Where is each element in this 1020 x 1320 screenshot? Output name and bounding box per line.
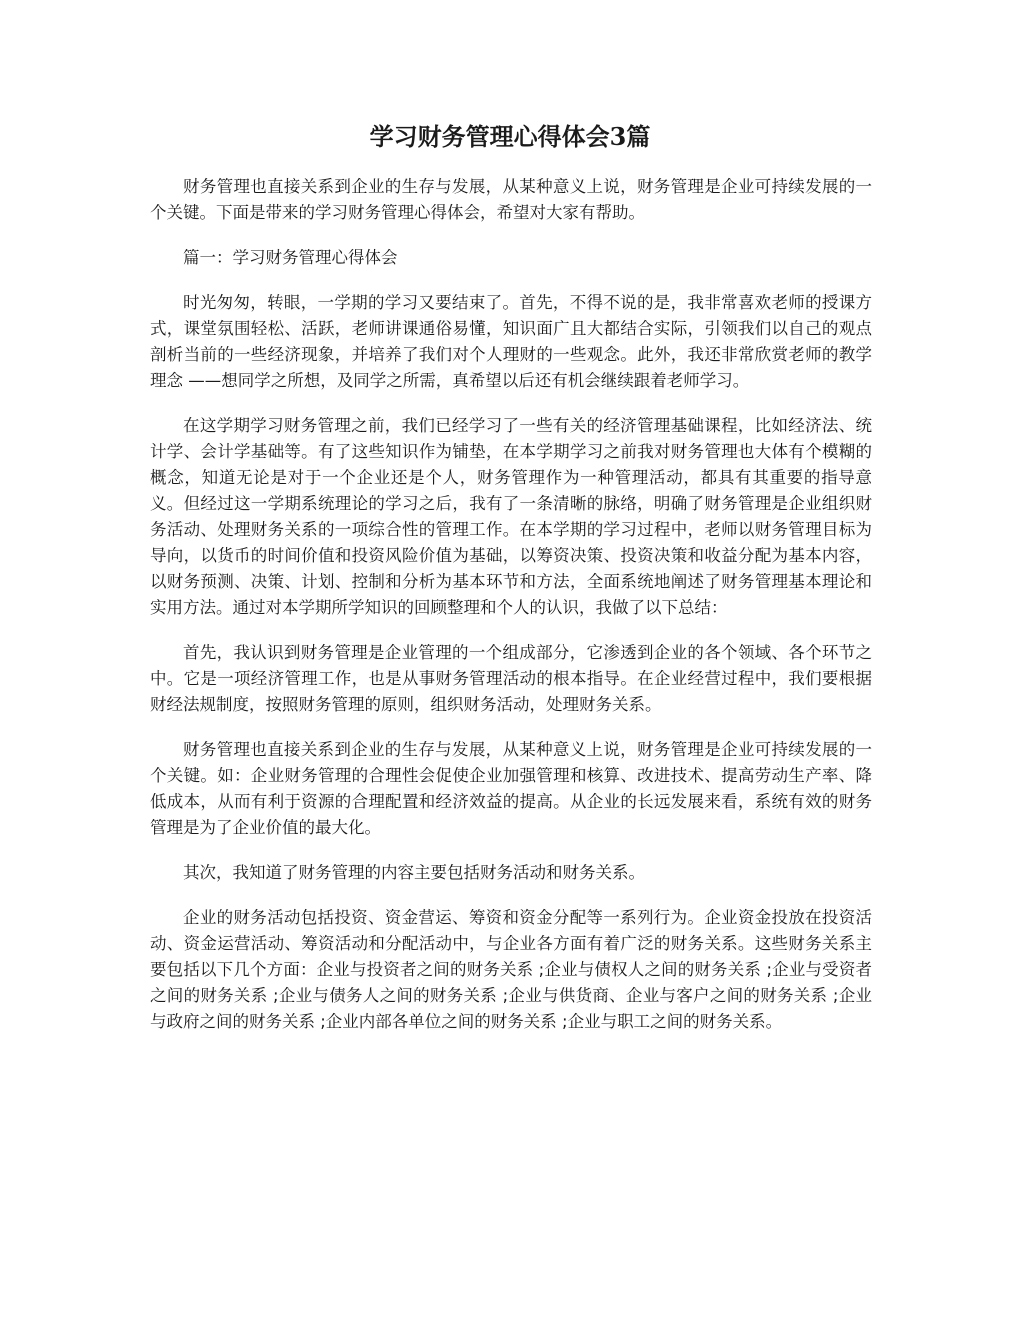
body-paragraph: 在这学期学习财务管理之前，我们已经学习了一些有关的经济管理基础课程，比如经济法、统计学、会计学基础等。有了这些知识作为铺垫，在本学期学习之前我对财务管理也大体有个模糊的概念，知道无论是对于一个企业还是个人，财务管理作为一种管理活动，都具有其重要的指导意义。但经过这一学期系统理论的学习之后，我有了一条清晰的脉络，明确了财务管理是企业组织财务活动、处理财务关系的一项综合性的管理工作。在本学期的学习过程中，老师以财务管理目标为导向，以货币的时间价值和投资风险价值为基础，以筹资决策、投资决策和收益分配为基本内容，以财务预测、决策、计划、控制和分析为基本环节和方法，全面系统地阐述了财务管理基本理论和实用方法。通过对本学期所学知识的回顾整理和个人的认识，我做了以下总结：	[150, 416, 872, 617]
body-paragraph: 企业的财务活动包括投资、资金营运、筹资和资金分配等一系列行为。企业资金投放在投资活动、资金运营活动、筹资活动和分配活动中，与企业各方面有着广泛的财务关系。这些财务关系主要包括以下几个方面：企业与投资者之间的财务关系 ;企业与债权人之间的财务关系 ;企业与受资者之间的财务关系 ;企业与债务人之间的财务关系 ;企业与供货商、企业与客户之间的财务关系 ;企业与政府之间的财务关系 ;企业内部各单位之间的财务关系 ;企业与职工之间的财务关系。	[150, 908, 872, 1031]
body-paragraph: 时光匆匆，转眼，一学期的学习又要结束了。首先，不得不说的是，我非常喜欢老师的授课方式，课堂氛围轻松、活跃，老师讲课通俗易懂，知识面广且大都结合实际，引领我们以自己的观点剖析当前的一些经济现象，并培养了我们对个人理财的一些观念。此外，我还非常欣赏老师的教学理念 ——想同学之所想，及同学之所需，真希望以后还有机会继续跟着老师学习。	[150, 293, 872, 390]
document-title: 学习财务管理心得体会3篇	[369, 122, 651, 151]
body-paragraph: 财务管理也直接关系到企业的生存与发展，从某种意义上说，财务管理是企业可持续发展的一个关键。如：企业财务管理的合理性会促使企业加强管理和核算、改进技术、提高劳动生产率、降低成本，从而有利于资源的合理配置和经济效益的提高。从企业的长远发展来看，系统有效的财务管理是为了企业价值的最大化。	[150, 740, 872, 837]
section-heading: 篇一：学习财务管理心得体会	[183, 248, 398, 267]
document-body	[150, 174, 872, 1054]
intro-paragraph: 财务管理也直接关系到企业的生存与发展，从某种意义上说，财务管理是企业可持续发展的一个关键。下面是带来的学习财务管理心得体会，希望对大家有帮助。	[150, 177, 872, 222]
body-paragraph: 其次，我知道了财务管理的内容主要包括财务活动和财务关系。	[183, 863, 645, 882]
body-paragraph: 首先，我认识到财务管理是企业管理的一个组成部分，它渗透到企业的各个领域、各个环节之中。它是一项经济管理工作，也是从事财务管理活动的根本指导。在企业经营过程中，我们要根据财经法规制度，按照财务管理的原则，组织财务活动，处理财务关系。	[150, 643, 872, 714]
